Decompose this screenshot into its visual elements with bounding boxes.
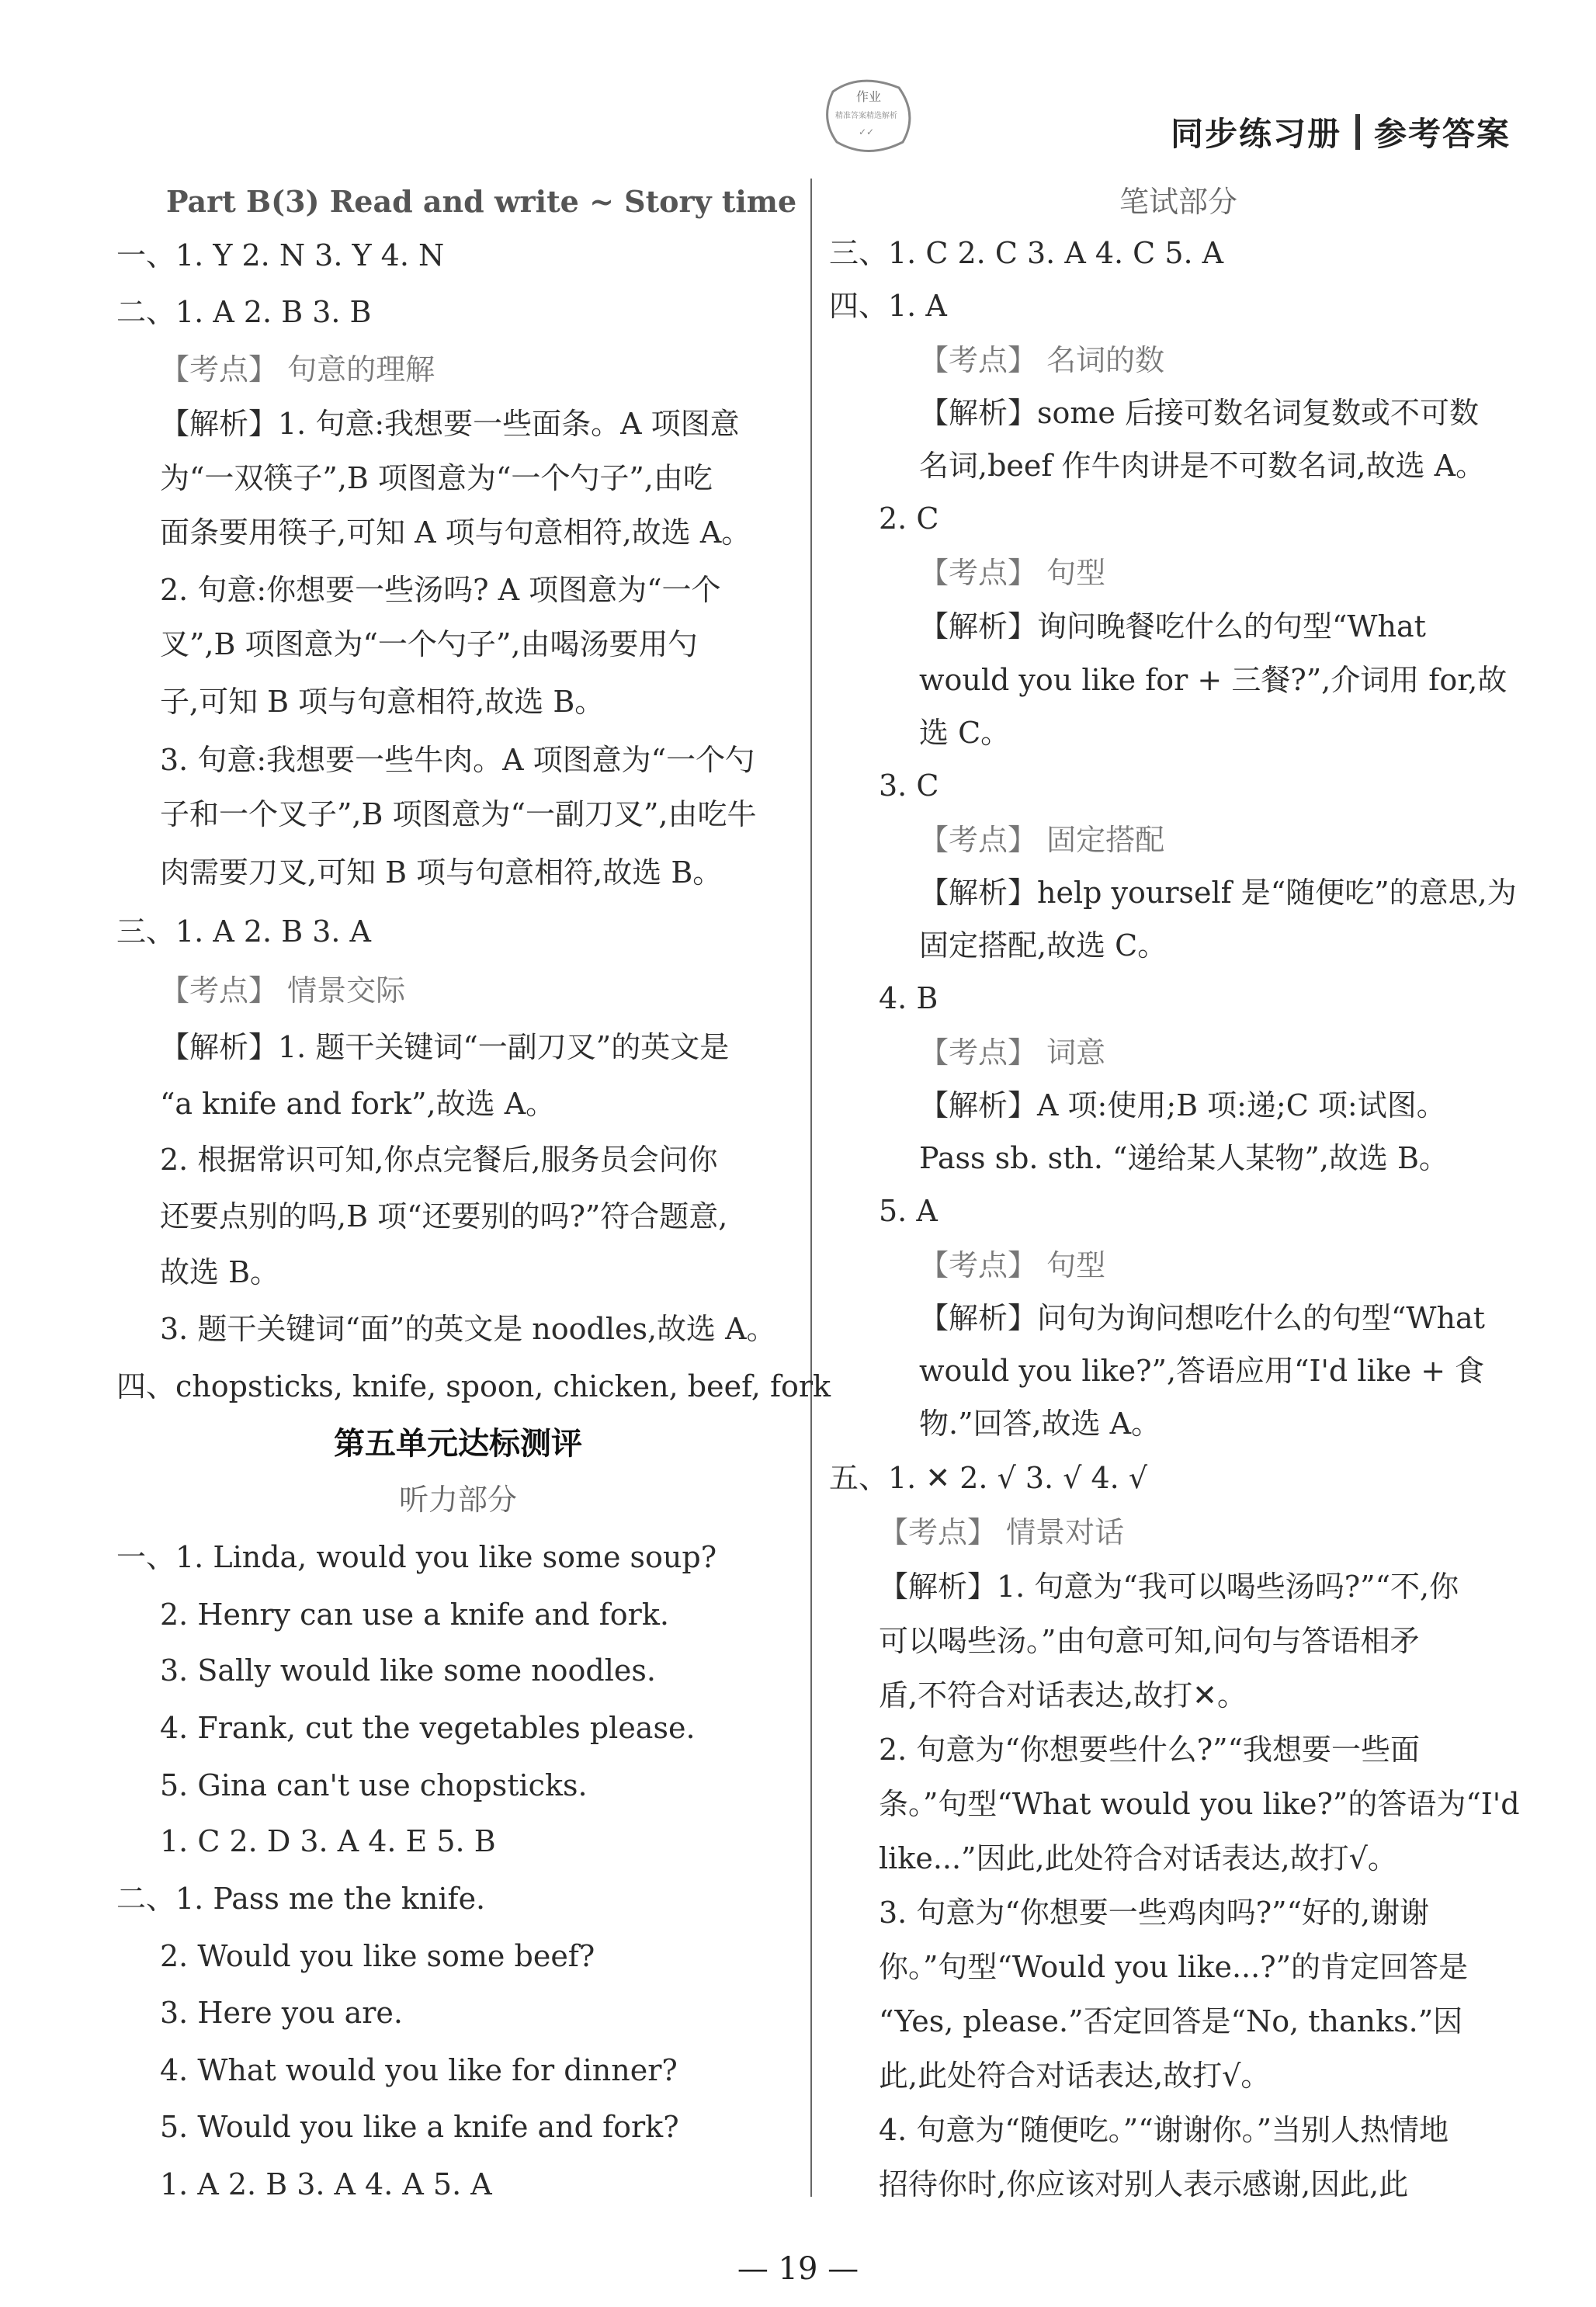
kaodian-line: 【考点】 情景对话: [879, 1515, 1125, 1549]
answer-line: 4. What would you like for dinner?: [160, 2053, 678, 2087]
header-separator: [1355, 114, 1360, 150]
answer-line: 2. C: [879, 501, 939, 536]
analysis-line: 【解析】1. 句意为“我可以喝些汤吗?”“不,你: [879, 1570, 1459, 1604]
analysis-line: 3. 句意:我想要一些牛肉。A 项图意为“一个勺: [160, 743, 755, 777]
stamp-logo: [814, 68, 922, 161]
kaodian-line: 【考点】 句型: [919, 1248, 1106, 1282]
answer-line: 三、1. C 2. C 3. A 4. C 5. A: [829, 236, 1224, 270]
svg-text:作业: 作业: [856, 89, 882, 104]
analysis-line: 物.”回答,故选 A。: [919, 1407, 1161, 1441]
analysis-line: 2. 句意为“你想要些什么?”“我想要一些面: [879, 1733, 1420, 1767]
analysis-line: 【解析】A 项:使用;B 项:递;C 项:试图。: [919, 1088, 1446, 1122]
analysis-line: would you like for + 三餐?”,介词用 for,故: [919, 663, 1508, 697]
kaodian-line: 【考点】 情景交际: [160, 973, 406, 1008]
answer-line: 三、1. A 2. B 3. A: [116, 914, 371, 949]
kaodian-line: 【考点】 句型: [919, 556, 1106, 590]
analysis-line: 【解析】1. 题干关键词“一副刀叉”的英文是: [160, 1030, 730, 1064]
answer-line: 5. Would you like a knife and fork?: [160, 2110, 679, 2144]
answer-line: 3. Sally would like some noodles.: [160, 1653, 656, 1688]
analysis-line: 【解析】1. 句意:我想要一些面条。A 项图意: [160, 407, 740, 441]
answer-line: 一、1. Y 2. N 3. Y 4. N: [116, 238, 445, 272]
analysis-line: 条。”句型“What would you like?”的答语为“I'd: [879, 1787, 1520, 1821]
svg-text:✓✓: ✓✓: [859, 127, 875, 137]
analysis-line: 【解析】some 后接可数名词复数或不可数: [919, 396, 1479, 430]
analysis-line: 子和一个叉子”,B 项图意为“一副刀叉”,由吃牛: [160, 797, 757, 831]
page-header: [1171, 109, 1511, 155]
analysis-line: Pass sb. sth. “递给某人某物”,故选 B。: [919, 1141, 1449, 1175]
section-subtitle: 听力部分: [398, 1483, 517, 1517]
kaodian-line: 【考点】 固定搭配: [919, 823, 1165, 857]
header-subtitle: 参考答案: [1373, 115, 1511, 153]
answer-line: 二、1. Pass me the knife.: [116, 1882, 486, 1916]
analysis-line: 【解析】help yourself 是“随便吃”的意思,为: [919, 876, 1517, 910]
kaodian-line: 【考点】 词意: [919, 1036, 1106, 1070]
answer-line: 2. Would you like some beef?: [160, 1939, 595, 1973]
analysis-line: 【解析】询问晚餐吃什么的句型“What: [919, 609, 1426, 644]
kaodian-line: 【考点】 名词的数: [919, 343, 1165, 377]
analysis-line: 固定搭配,故选 C。: [919, 928, 1168, 963]
analysis-line: “a knife and fork”,故选 A。: [160, 1087, 556, 1121]
answer-line: 五、1. ✕ 2. √ 3. √ 4. √: [829, 1461, 1148, 1495]
part-heading: Part B(3) Read and write ~ Story time: [166, 184, 797, 219]
answer-line: 四、1. A: [829, 289, 947, 323]
analysis-line: 【解析】问句为询问想吃什么的句型“What: [919, 1301, 1485, 1335]
analysis-line: 肉需要刀叉,可知 B 项与句意相符,故选 B。: [160, 855, 723, 890]
column-divider: [810, 179, 812, 2197]
answer-line: 二、1. A 2. B 3. B: [116, 295, 372, 329]
answer-line: 2. Henry can use a knife and fork.: [160, 1598, 669, 1632]
section-subtitle: 笔试部分: [1119, 185, 1237, 219]
analysis-line: 盾,不符合对话表达,故打✕。: [879, 1678, 1247, 1712]
analysis-line: 2. 句意:你想要一些汤吗? A 项图意为“一个: [160, 573, 721, 607]
analysis-line: 名词,beef 作牛肉讲是不可数名词,故选 A。: [919, 449, 1486, 483]
answer-line: 1. A 2. B 3. A 4. A 5. A: [160, 2167, 492, 2201]
analysis-line: 2. 根据常识可知,你点完餐后,服务员会问你: [160, 1143, 718, 1177]
analysis-line: 此,此处符合对话表达,故打√。: [879, 2059, 1271, 2093]
answer-line: 5. Gina can't use chopsticks.: [160, 1768, 588, 1802]
analysis-line: 可以喝些汤。”由句意可知,问句与答语相矛: [879, 1624, 1420, 1658]
analysis-line: like...”因此,此处符合对话表达,故打√。: [879, 1841, 1397, 1875]
analysis-line: 4. 句意为“随便吃。”“谢谢你。”当别人热情地: [879, 2113, 1449, 2147]
answer-line: 3. C: [879, 768, 939, 803]
analysis-line: 招待你时,你应该对别人表示感谢,因此,此: [879, 2167, 1409, 2201]
answer-line: 四、chopsticks, knife, spoon, chicken, beef, fork: [116, 1369, 831, 1403]
page-number: — 19 —: [737, 2251, 859, 2287]
answer-line: 4. Frank, cut the vegetables please.: [160, 1711, 696, 1745]
svg-text:精准答案精选解析: 精准答案精选解析: [835, 112, 897, 120]
header-title: 同步练习册: [1170, 115, 1341, 153]
analysis-line: 选 C。: [919, 716, 1011, 750]
answer-line: 4. B: [879, 981, 939, 1015]
answer-line: 一、1. Linda, would you like some soup?: [116, 1540, 717, 1574]
analysis-line: 为“一双筷子”,B 项图意为“一个勺子”,由吃: [160, 461, 713, 495]
analysis-line: 面条要用筷子,可知 A 项与句意相符,故选 A。: [160, 515, 751, 550]
kaodian-line: 【考点】 句意的理解: [160, 352, 435, 387]
analysis-line: “Yes, please.”否定回答是“No, thanks.”因: [879, 2004, 1463, 2038]
analysis-line: 叉”,B 项图意为“一个勺子”,由喝汤要用勺: [160, 627, 698, 661]
analysis-line: 故选 B。: [160, 1255, 280, 1289]
analysis-line: 你。”句型“Would you like...?”的肯定回答是: [879, 1950, 1468, 1984]
section-title: 第五单元达标测评: [334, 1425, 582, 1462]
answer-line: 5. A: [879, 1194, 938, 1228]
analysis-line: 3. 题干关键词“面”的英文是 noodles,故选 A。: [160, 1312, 776, 1346]
answer-line: 3. Here you are.: [160, 1996, 403, 2030]
analysis-line: 子,可知 B 项与句意相符,故选 B。: [160, 685, 605, 719]
analysis-line: would you like?”,答语应用“I'd like + 食: [919, 1354, 1485, 1388]
answer-line: 1. C 2. D 3. A 4. E 5. B: [160, 1824, 496, 1858]
analysis-line: 3. 句意为“你想要一些鸡肉吗?”“好的,谢谢: [879, 1896, 1430, 1930]
analysis-line: 还要点别的吗,B 项“还要别的吗?”符合题意,: [160, 1199, 728, 1233]
